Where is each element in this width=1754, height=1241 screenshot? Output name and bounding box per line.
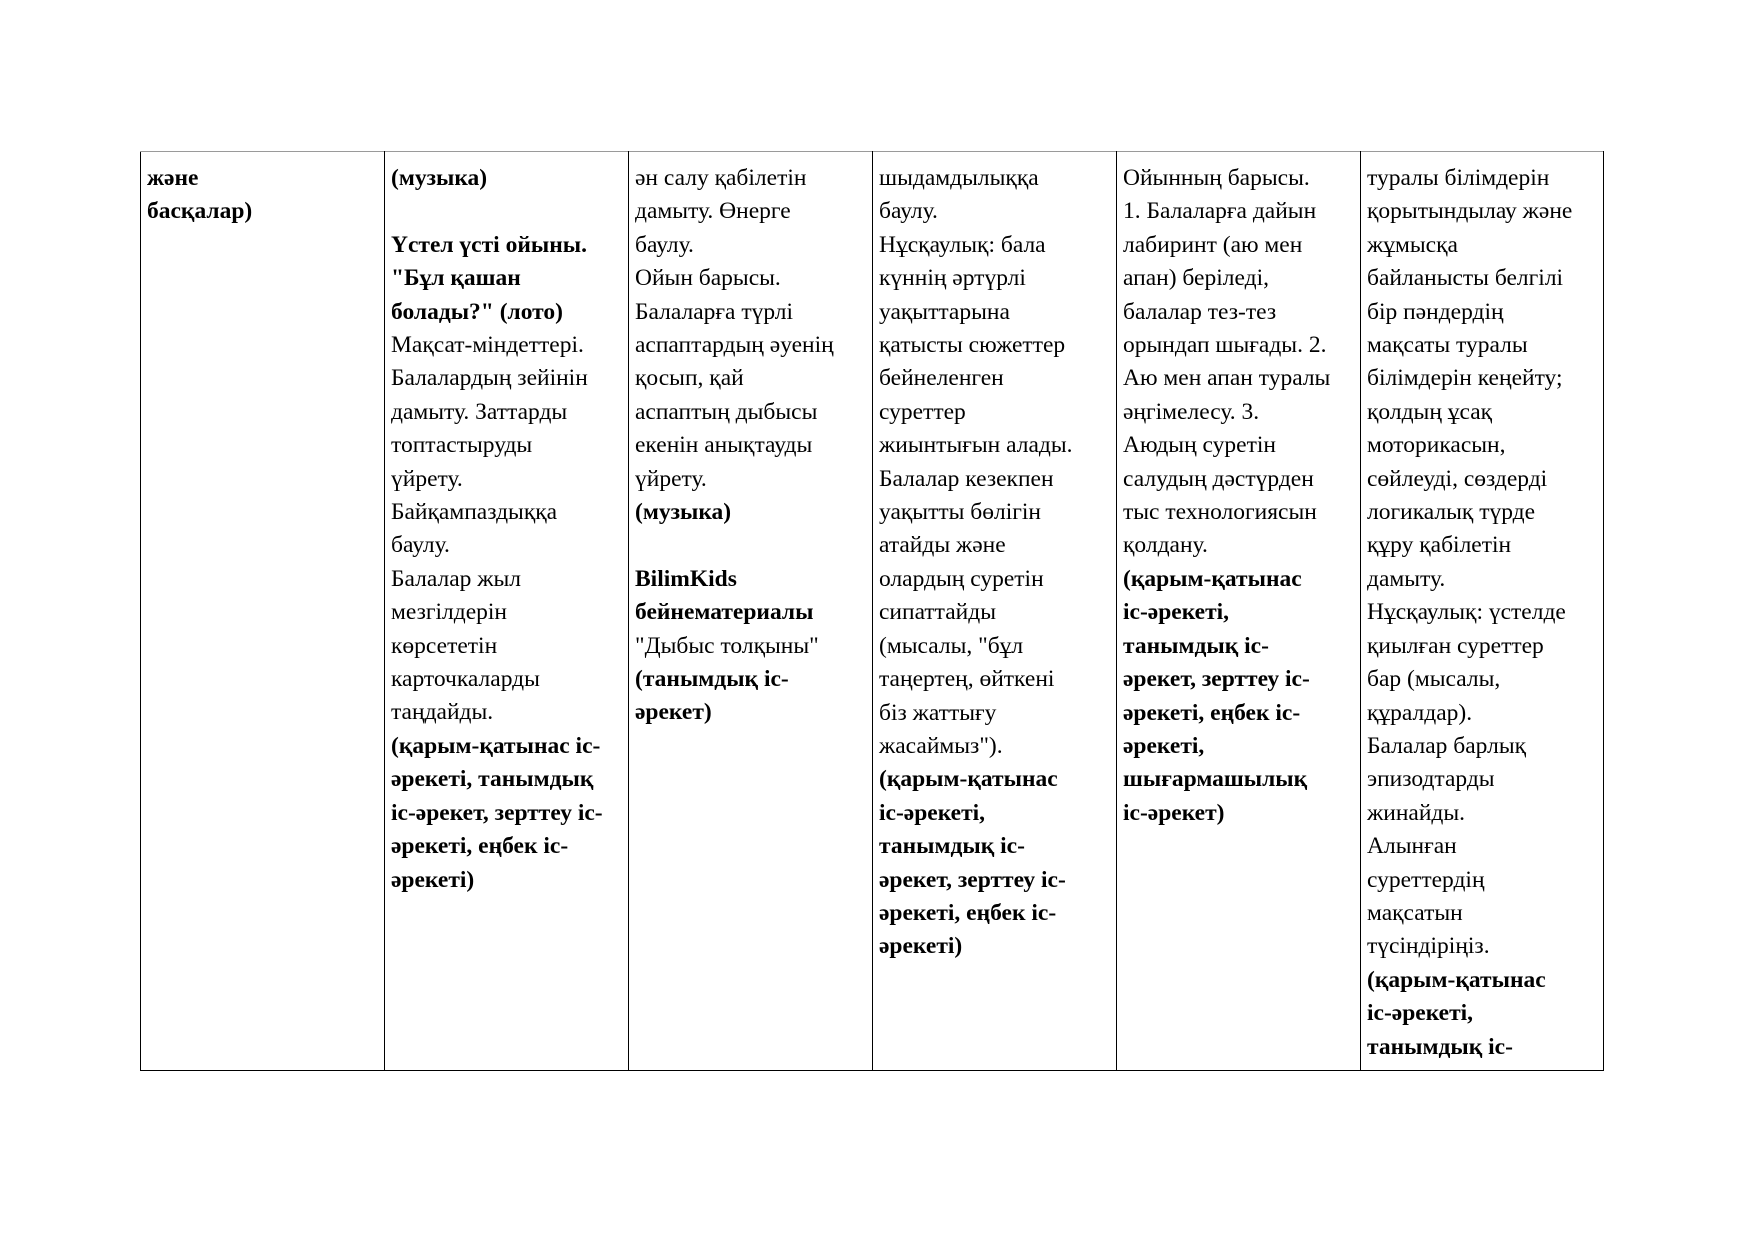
cell-text-line: аспаптардың әуенің: [635, 332, 834, 359]
table-cell-col-4: [873, 152, 1117, 1071]
cell-text-line: жиынтығын алады.: [879, 432, 1073, 459]
cell-text-line: іс-әрекеті,: [1123, 599, 1230, 626]
cell-text-line: Балалардың зейінін: [391, 365, 588, 392]
cell-text-line: (қарым-қатынас іс-: [391, 732, 601, 759]
cell-text-line: суреттер: [879, 398, 966, 425]
cell-text-line: және: [147, 165, 199, 191]
cell-text-line: танымдық іс-: [879, 833, 1025, 860]
cell-text-line: уақыттарына: [879, 298, 1010, 325]
cell-text-line: Нұсқаулық: бала: [879, 231, 1046, 258]
cell-text-line: топтастыруды: [391, 432, 533, 459]
cell-text-line: (музыка): [635, 499, 732, 526]
table-cell-col-5: [1117, 152, 1361, 1071]
cell-text-line: жасаймыз").: [879, 732, 1003, 759]
cell-text-line: әрекеті,: [1123, 732, 1205, 759]
table-cell-col-3: [629, 152, 873, 1071]
cell-text-line: байланысты белгілі: [1367, 265, 1564, 292]
cell-text-line: қатысты сюжеттер: [879, 332, 1066, 359]
cell-text-line: Мақсат-міндеттері.: [391, 332, 584, 359]
cell-text-line: іс-әрекет, зерттеу іс-: [391, 799, 603, 826]
cell-text-line: іс-әрекеті,: [1367, 1000, 1474, 1027]
cell-text-line: таңертең, өйткені: [879, 666, 1055, 693]
cell-text-line: бейнеленген: [879, 365, 1004, 392]
cell-text-line: "Дыбыс толқыны": [635, 632, 819, 659]
cell-text-line: әрекеті, еңбек іс-: [879, 899, 1057, 926]
table-row: [141, 152, 1604, 1071]
cell-text-line: басқалар): [147, 198, 253, 225]
cell-text-line: баулу.: [391, 532, 450, 559]
cell-text-line: құру қабілетін: [1367, 532, 1512, 559]
cell-text-line: логикалық түрде: [1367, 499, 1536, 526]
cell-text-line: әрекеті): [391, 866, 475, 893]
cell-text-line: құралдар).: [1367, 699, 1473, 726]
cell-text-line: Балаларға түрлі: [635, 298, 794, 325]
cell-text-line: орындап шығады. 2.: [1123, 332, 1327, 359]
cell-text-line: апан) беріледі,: [1123, 265, 1269, 292]
cell-text-line: (танымдық іс-: [635, 666, 789, 693]
cell-text-line: олардың суретін: [879, 565, 1044, 592]
plan-table: [140, 151, 1604, 1071]
cell-text-line: туралы білімдерін: [1367, 165, 1550, 191]
cell-text-line: Нұсқаулық: үстелде: [1367, 599, 1566, 626]
cell-text-line: (қарым-қатынас: [1367, 966, 1546, 993]
cell-text-line: аспаптың дыбысы: [635, 398, 818, 425]
cell-text-line: үйрету.: [635, 465, 707, 492]
cell-text-line: танымдық іс-: [1367, 1033, 1513, 1060]
cell-text-line: біз жаттығу: [879, 699, 997, 726]
cell-text-line: ән салу қабілетін: [635, 165, 807, 191]
cell-text-line: көрсететін: [391, 632, 498, 659]
cell-text-line: мезгілдерін: [391, 599, 508, 626]
cell-text-line: Байқампаздыққа: [391, 499, 558, 526]
cell-text-line: үйрету.: [391, 465, 463, 492]
cell-text-line: Аю мен апан туралы: [1123, 365, 1331, 392]
cell-text-line: лабиринт (аю мен: [1123, 231, 1303, 258]
table-cell-col-2: [385, 152, 629, 1071]
cell-text-line: карточкаларды: [391, 666, 540, 693]
cell-text-line: Балалар кезекпен: [879, 465, 1054, 492]
cell-text-line: (қарым-қатынас: [1123, 565, 1302, 592]
cell-text-line: (мысалы, "бұл: [879, 632, 1024, 659]
cell-text-line: болады?" (лото): [391, 298, 563, 325]
cell-text-line: дамыту. Өнерге: [635, 198, 791, 225]
cell-text-line: баулу.: [879, 198, 938, 225]
cell-text-line: 1. Балаларға дайын: [1123, 198, 1317, 225]
cell-text-line: [391, 195, 620, 228]
cell-text-line: шығармашылық: [1123, 766, 1308, 793]
cell-text-line: жұмысқа: [1367, 231, 1458, 258]
cell-text-line: (қарым-қатынас: [879, 766, 1058, 793]
cell-text-line: дамыту.: [1367, 565, 1446, 592]
cell-text-line: баулу.: [635, 231, 694, 258]
cell-text-line: әрекеті, еңбек іс-: [391, 833, 569, 860]
cell-text-line: сөйлеуді, сөздерді: [1367, 465, 1548, 492]
table-cell-col-1: [141, 152, 385, 1071]
cell-text-line: екенін анықтауды: [635, 432, 813, 459]
cell-text-line: іс-әрекет): [1123, 799, 1225, 826]
cell-text-line: қиылған суреттер: [1367, 632, 1544, 659]
cell-text-line: BilimKids: [635, 565, 737, 592]
cell-text-line: салудың дәстүрден: [1123, 465, 1314, 492]
cell-text-line: атайды және: [879, 532, 1006, 559]
cell-text-line: уақытты бөлігін: [879, 499, 1041, 526]
table-cell-col-6: [1361, 152, 1604, 1071]
cell-text-line: бір пәндердің: [1367, 298, 1504, 325]
cell-text-line: (музыка): [391, 165, 488, 191]
cell-text-line: шыдамдылыққа: [879, 165, 1039, 191]
cell-text-line: [635, 529, 864, 562]
cell-text-line: Алынған: [1367, 833, 1457, 860]
cell-text-line: әрекеті, танымдық: [391, 766, 594, 793]
cell-text-line: таңдайды.: [391, 699, 494, 726]
cell-text-line: әрекеті, еңбек іс-: [1123, 699, 1301, 726]
cell-text-line: Ойын барысы.: [635, 265, 781, 292]
cell-text-line: қорытындылау және: [1367, 198, 1573, 225]
cell-text-line: мақсатын: [1367, 899, 1463, 926]
cell-text-line: қолдану.: [1123, 532, 1208, 559]
cell-text-line: бейнематериалы: [635, 599, 814, 626]
cell-text-line: эпизодтарды: [1367, 766, 1495, 793]
cell-text-line: бар (мысалы,: [1367, 666, 1501, 693]
cell-text-line: Үстел үсті ойыны.: [391, 231, 587, 258]
cell-text-line: білімдерін кеңейту;: [1367, 365, 1563, 392]
cell-text-line: Ойынның барысы.: [1123, 165, 1310, 191]
cell-text-line: әрекет, зерттеу іс-: [1123, 666, 1310, 693]
cell-text-line: қосып, қай: [635, 365, 744, 392]
cell-text-line: суреттердің: [1367, 866, 1485, 893]
cell-text-line: тыс технологиясын: [1123, 499, 1317, 526]
cell-text-line: әңгімелесу. 3.: [1123, 398, 1260, 425]
cell-text-line: әрекеті): [879, 933, 963, 960]
cell-text-line: іс-әрекеті,: [879, 799, 986, 826]
cell-text-line: сипаттайды: [879, 599, 996, 626]
cell-text-line: мақсаты туралы: [1367, 332, 1528, 359]
cell-text-line: моторикасын,: [1367, 432, 1506, 459]
cell-text-line: әрекет, зерттеу іс-: [879, 866, 1066, 893]
cell-text-line: Балалар барлық: [1367, 732, 1527, 759]
cell-text-line: түсіндіріңіз.: [1367, 933, 1490, 960]
cell-text-line: әрекет): [635, 699, 712, 726]
cell-text-line: Балалар жыл: [391, 565, 522, 592]
cell-text-line: жинайды.: [1367, 799, 1466, 826]
cell-text-line: "Бұл қашан: [391, 265, 521, 292]
cell-text-line: күннің әртүрлі: [879, 265, 1026, 292]
cell-text-line: дамыту. Заттарды: [391, 398, 568, 425]
cell-text-line: қолдың ұсақ: [1367, 398, 1493, 425]
cell-text-line: балалар тез-тез: [1123, 298, 1277, 325]
cell-text-line: Аюдың суретін: [1123, 432, 1276, 459]
cell-text-line: танымдық іс-: [1123, 632, 1269, 659]
